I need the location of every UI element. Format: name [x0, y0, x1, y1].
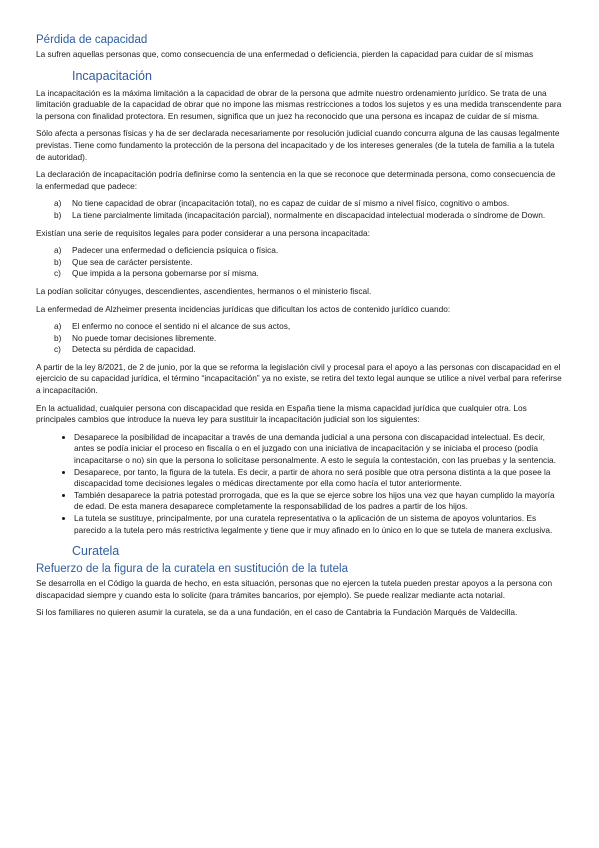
list-requisitos — [36, 245, 563, 280]
curatela-paragraph-2: Si los familiares no quieren asumir la curatela, se da a una fundación, en el caso de Cantabria la Fundación Marqués de Valdecilla. — [36, 607, 518, 618]
list-item — [54, 344, 563, 356]
alzheimer-paragraph: La enfermedad de Alzheimer presenta incidencias jurídicas que dificultan los actos de contenido jurídico cuando: — [36, 303, 451, 314]
solicitar-paragraph: La podían solicitar cónyuges, descendientes, ascendientes, hermanos o el ministerio fiscal. — [36, 285, 372, 296]
list-item — [54, 210, 563, 222]
list-item — [54, 257, 563, 269]
intro-paragraph: La sufren aquellas personas que, como consecuencia de una enfermedad o deficiencia, pierden la capacidad para cuidar de sí mismas — [36, 49, 534, 59]
bullet-item: • La tutela se sustituye, principalmente, por una curatela representativa o la aplicación de un sistema de apoyos voluntarios. Es parecido a la tutela pero más restrictiva legalmente y tiene que ir muy afinado en lo único en lo que se tutela de manera exclusiva. — [74, 513, 563, 536]
list-marker: a) — [54, 245, 62, 256]
bullet-item: • Desaparece la posibilidad de incapacitar a través de una demanda judicial a una persona con discapacidad intelectual. Es decir, antes se podía iniciar el proceso en fiscalía o en el juzgado con una iniciativa de incapacitación y se iniciaba el proceso (podía incapacitarse o no) sin que la persona lo solicitase personalmente. A esto le seguía la contestación, con las pruebas y la sentencia. — [74, 432, 563, 467]
curatela-paragraph-1: Se desarrolla en el Código la guarda de hecho, en esta situación, personas que no ejercen la tutela pueden prestar apoyos a la persona con discapacidad siempre y cuando esta lo solicite (para trámites bancarios, por ejemplo). Se puede realizar mediante acta notarial. — [36, 578, 553, 600]
bullet-item: • También desaparece la patria potestad prorrogada, que es la que se ejerce sobre los hijos una vez que hayan cumplido la mayoría de edad. De esta manera desaparece completamente la responsabilidad de los padres a partir de los hijos. — [74, 490, 563, 513]
list-marker: b) — [54, 256, 62, 267]
list-item-text: Padecer una enfermedad o deficiencia psíquica o física. — [72, 245, 279, 256]
list-item-text: No tiene capacidad de obrar (incapacitación total), no es capaz de cuidar de sí mismo a nivel físico, cognitivo o ambos. — [72, 198, 510, 209]
list-marker: a) — [54, 198, 62, 209]
heading-incapacitacion: Incapacitación — [72, 68, 152, 83]
list-item-text: Que impida a la persona gobernarse por sí misma. — [72, 268, 259, 279]
list-item — [54, 321, 563, 333]
list-item-text: El enfermo no conoce el sentido ni el alcance de sus actos, — [72, 321, 291, 332]
list-marker: c) — [54, 268, 61, 279]
requisitos-paragraph: Existían una serie de requisitos legales para poder considerar a una persona incapacitada: — [36, 227, 370, 238]
list-item — [54, 268, 563, 280]
section-title-perdida: Pérdida de capacidad — [36, 34, 148, 46]
list-marker: a) — [54, 321, 62, 332]
incap-paragraph-3: La declaración de incapacitación podría definirse como la sentencia en la que se reconoce que determinada persona, como consecuencia de la enfermedad que padece: — [36, 169, 556, 191]
list-marker: b) — [54, 209, 62, 220]
list-item-text: Detecta su pérdida de capacidad. — [72, 344, 196, 355]
list-item-text: La tiene parcialmente limitada (incapacitación parcial), normalmente en discapacidad intelectual moderada o síndrome de Down. — [72, 209, 546, 220]
bullet-item: • Desaparece, por tanto, la figura de la tutela. Es decir, a partir de ahora no será posible que otra persona distinta a la que posee la discapacidad tome decisiones legales o médicas directamente por ella como hacía el tutor anteriormente. — [74, 467, 563, 490]
incap-paragraph-1: La incapacitación es la máxima limitación a la capacidad de obrar de la persona que admite nuestro ordenamiento jurídico. Se trata de una limitación graduable de la capacidad de obrar que no impone las mismas restricciones a todos los sujetos y es una medida transcendente para la persona con finalidad protectora. En resumen, significa que un juez ha reconocido que una persona es incapaz de cuidar de sí misma. — [36, 87, 562, 121]
list-item — [54, 245, 563, 257]
list-marker: c) — [54, 344, 61, 355]
subtitle-refuerzo: Refuerzo de la figura de la curatela en sustitución de la tutela — [36, 563, 348, 576]
list-item — [54, 333, 563, 345]
ley-paragraph: A partir de la ley 8/2021, de 2 de junio, por la que se reforma la legislación civil y procesal para el apoyo a las personas con discapacidad en el ejercicio de su capacidad jurídica, el término “incapacitación” ya no existe, se retira del texto legal aunque se utilice a nivel verbal para referirse a incapacitación. — [36, 361, 562, 396]
list-alzheimer — [36, 321, 563, 356]
actualidad-paragraph: En la actualidad, cualquier persona con discapacidad que resida en España tiene la misma capacidad jurídica que cualquier otra. Los principales cambios que introduce la nueva ley para sustituir la incapacitación judicial son los siguientes: — [36, 402, 527, 425]
cambios-bullet-list — [36, 432, 563, 536]
list-item-text: Que sea de carácter persistente. — [72, 256, 193, 267]
incap-paragraph-2: Sólo afecta a personas físicas y ha de ser declarada necesariamente por resolución judicial cuando concurra alguna de las causas legalmente previstas. Tiene como fundamento la protección de la persona del incapacitado y de los intereses generales (de la tutela de familia a la tutela de autoridad). — [36, 128, 560, 162]
list-item — [54, 198, 563, 210]
heading-curatela: Curatela — [72, 544, 120, 559]
list-item-text: No puede tomar decisiones libremente. — [72, 332, 217, 343]
list-marker: b) — [54, 332, 62, 343]
list-capacidad — [36, 198, 563, 221]
